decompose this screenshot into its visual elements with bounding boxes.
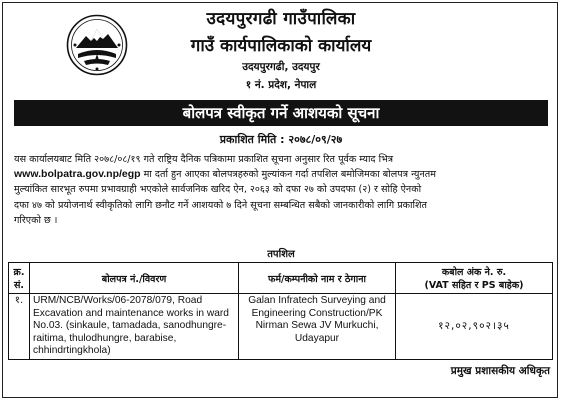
body-line-3: मुल्यांकित सारभूत रुपमा प्रभावग्राही भएकोले सार्वजनिक खरिद ऐन, २०६३ को दफा २७ को उपदफा (२) र सोहि ऐनको (14, 184, 422, 196)
table-header-row (9, 263, 553, 294)
row-firm: Galan Infratech Surveying and Engineering Construction/PK Nirman Sewa JV Murkuchi, Udayapur (239, 294, 396, 360)
body-line-2-text: मा दर्ता हुन आएका बोलपत्रहरुको मुल्यांकन गर्दा तपशिल बमोजिमका बोलपत्र न्युनतम (140, 169, 436, 181)
body-line-2 (14, 167, 550, 182)
body-line-4: दफा ४७ को प्रयोजनार्थ स्वीकृतिको लागि छनौट गर्ने आशयको ७ दिने सूचना सम्बन्धित सबैको जानकारीको लागि प्रकाशित (14, 199, 427, 211)
table-caption: तपशिल (267, 249, 295, 260)
row-amount: १२,०२,९०२।३५ (396, 294, 553, 360)
notice-title-banner: बोलपत्र स्वीकृत गर्ने आशयको सूचना (14, 100, 548, 126)
published-date: प्रकाशित मिति : २०७८/०९/२७ (219, 133, 343, 146)
row-description: URM/NCB/Works/06-2078/079, Road Excavation and maintenance works in ward No.03. (sinkaule, tamadada, sanodhungre-raitima, thulodhungre, barabise, chhindrtingkhola) (30, 294, 239, 360)
bid-details-table (8, 262, 553, 360)
header-firm: फर्म/कम्पनीको नाम र ठेगाना (239, 263, 396, 294)
row-serial-number: १. (9, 294, 30, 360)
egp-url-link[interactable]: www.bolpatra.gov.np/egp (14, 168, 141, 181)
office-name: गाउँ कार्यपालिकाको कार्यालय (190, 36, 372, 56)
table-row (9, 294, 553, 360)
header-amount-line-2: (VAT सहित र PS बाहेक) (424, 280, 524, 291)
header-description: बोलपत्र नं./विवरण (30, 263, 239, 294)
signatory-title: प्रमुख प्रशासकीय अधिकृत (450, 365, 550, 377)
municipality-name: उदयपुरगढी गाउँपालिका (206, 9, 356, 29)
province-name: १ नं. प्रदेश, नेपाल (245, 79, 317, 91)
body-line-1: यस कार्यालयबाट मिति २०७८/०८/१९ गते राष्ट्रिय दैनिक पत्रिकामा प्रकाशित सूचना अनुसार रित पूर्वक म्याद भित्र (14, 154, 394, 165)
notice-body (14, 152, 550, 228)
office-address: उदयपुरगढी, उदयपुर (242, 61, 320, 73)
body-line-5: गरिएको छ । (14, 214, 58, 226)
header-serial-number: क्र. सं. (9, 263, 30, 294)
header-amount (396, 263, 553, 294)
header-amount-line-1: कबोल अंक ने. रु. (441, 267, 507, 278)
